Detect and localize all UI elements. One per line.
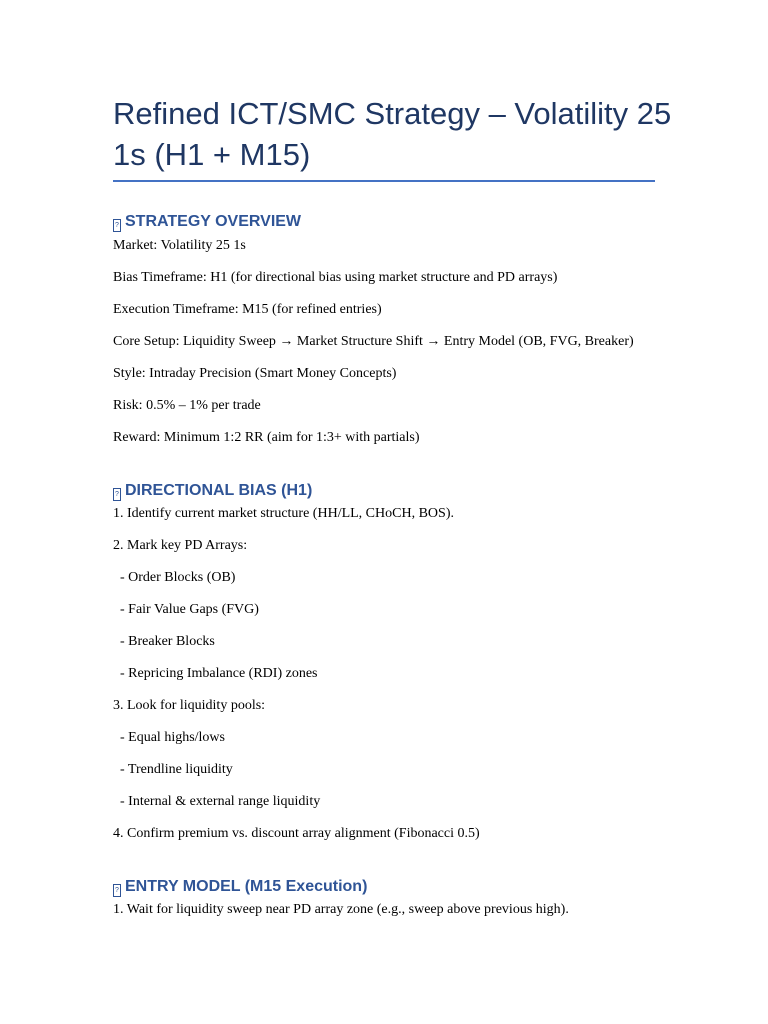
heading-strategy-overview	[113, 213, 301, 232]
missing-glyph-icon: ?	[113, 488, 121, 501]
heading-directional-bias	[113, 482, 312, 501]
heading-label: STRATEGY OVERVIEW	[125, 213, 302, 230]
overview-bias-timeframe: Bias Timeframe: H1 (for directional bias using market structure and PD arrays)	[113, 270, 558, 285]
bias-sub-item: - Repricing Imbalance (RDI) zones	[120, 666, 318, 681]
heading-entry-model	[113, 878, 367, 897]
heading-label: ENTRY MODEL (M15 Execution)	[125, 878, 368, 895]
overview-risk: Risk: 0.5% – 1% per trade	[113, 398, 261, 413]
heading-label: DIRECTIONAL BIAS (H1)	[125, 482, 313, 499]
bias-sub-item: - Breaker Blocks	[120, 634, 215, 649]
overview-reward: Reward: Minimum 1:2 RR (aim for 1:3+ with partials)	[113, 430, 420, 445]
bias-sub-item: - Equal highs/lows	[120, 730, 225, 745]
bias-sub-item: - Internal & external range liquidity	[120, 794, 321, 809]
overview-style: Style: Intraday Precision (Smart Money Concepts)	[113, 366, 397, 381]
bias-step-2: 2. Mark key PD Arrays:	[113, 538, 248, 553]
entry-step-1: 1. Wait for liquidity sweep near PD array zone (e.g., sweep above previous high).	[113, 902, 569, 917]
bias-sub-item: - Fair Value Gaps (FVG)	[120, 602, 259, 617]
overview-core-setup: Core Setup: Liquidity Sweep → Market Structure Shift → Entry Model (OB, FVG, Breaker)	[113, 334, 634, 349]
overview-market: Market: Volatility 25 1s	[113, 238, 246, 253]
bias-sub-item: - Order Blocks (OB)	[120, 570, 236, 585]
missing-glyph-icon: ?	[113, 884, 121, 897]
bias-step-4: 4. Confirm premium vs. discount array alignment (Fibonacci 0.5)	[113, 826, 480, 841]
bias-step-3: 3. Look for liquidity pools:	[113, 698, 266, 713]
overview-execution-timeframe: Execution Timeframe: M15 (for refined entries)	[113, 302, 382, 317]
bias-sub-item: - Trendline liquidity	[120, 762, 233, 777]
bias-step-1: 1. Identify current market structure (HH/LL, CHoCH, BOS).	[113, 506, 454, 521]
missing-glyph-icon: ?	[113, 219, 121, 232]
title-underline	[113, 180, 655, 182]
document-title: Refined ICT/SMC Strategy – Volatility 25 1s (H1 + M15)	[113, 96, 672, 172]
